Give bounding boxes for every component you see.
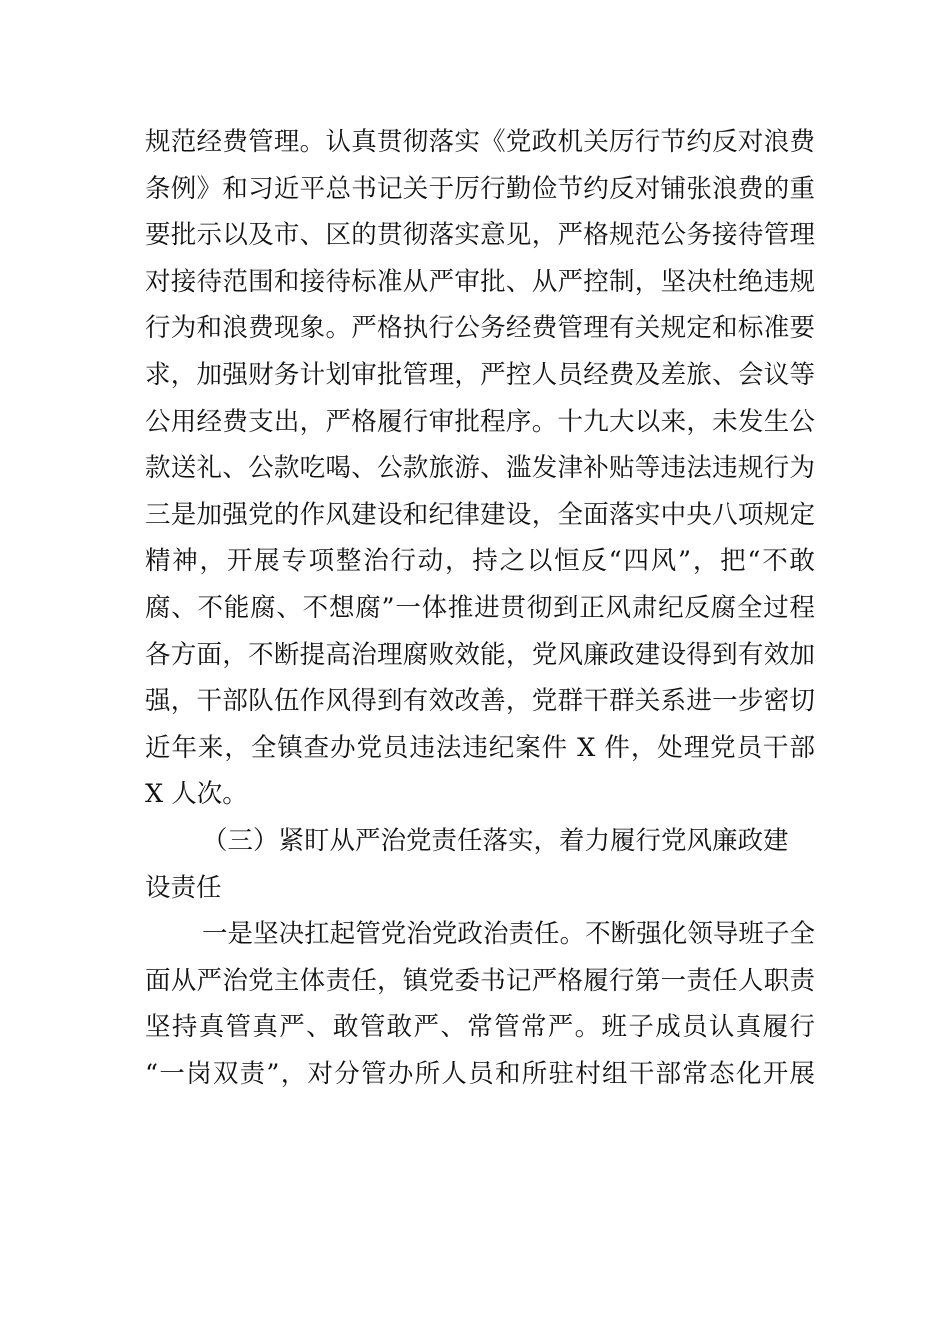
paragraph-line: 规范经费管理。认真贯彻落实《党政机关厉行节约反对浪费 — [145, 127, 815, 157]
paragraph-line: 近年来，全镇查办党员违法违纪案件 X 件，处理党员干部 — [145, 733, 815, 763]
paragraph-line: 强，干部队伍作风得到有效改善，党群干群关系进一步密切 — [145, 686, 815, 716]
paragraph-line: 款送礼、公款吃喝、公款旅游、滥发津补贴等违法违规行为 — [145, 453, 815, 483]
paragraph-line: 精神，开展专项整治行动，持之以恒反“四风”，把“不敢 — [145, 546, 815, 576]
paragraph-line: 面从严治党主体责任，镇党委书记严格履行第一责任人职责 — [145, 966, 815, 996]
paragraph-line: 一是坚决扛起管党治党政治责任。不断强化领导班子全 — [202, 919, 815, 949]
paragraph-line: 对接待范围和接待标准从严审批、从严控制，坚决杜绝违规 — [145, 267, 815, 297]
paragraph-line: “一岗双责”，对分管办所人员和所驻村组干部常态化开展 — [145, 1059, 815, 1089]
paragraph-line: 条例》和习近平总书记关于厉行勤俭节约反对铺张浪费的重 — [145, 174, 815, 204]
paragraph-line: 腐、不能腐、不想腐”一体推进贯彻到正风肃纪反腐全过程 — [145, 593, 815, 623]
section-heading-continued: 设责任 — [145, 873, 222, 903]
paragraph-line: 要批示以及市、区的贯彻落实意见，严格规范公务接待管理 — [145, 220, 815, 250]
paragraph-line: 三是加强党的作风建设和纪律建设，全面落实中央八项规定 — [145, 500, 815, 530]
paragraph-line: 公用经费支出，严格履行审批程序。十九大以来，未发生公 — [145, 407, 815, 437]
paragraph-line: 求，加强财务计划审批管理，严控人员经费及差旅、会议等 — [145, 360, 815, 390]
paragraph-line: 行为和浪费现象。严格执行公务经费管理有关规定和标准要 — [145, 313, 815, 343]
paragraph-line: X 人次。 — [145, 779, 248, 809]
paragraph-line: 各方面，不断提高治理腐败效能，党风廉政建设得到有效加 — [145, 640, 815, 670]
paragraph-line: 坚持真管真严、敢管敢严、常管常严。班子成员认真履行 — [145, 1012, 815, 1042]
section-heading: （三）紧盯从严治党责任落实，着力履行党风廉政建 — [202, 826, 789, 856]
